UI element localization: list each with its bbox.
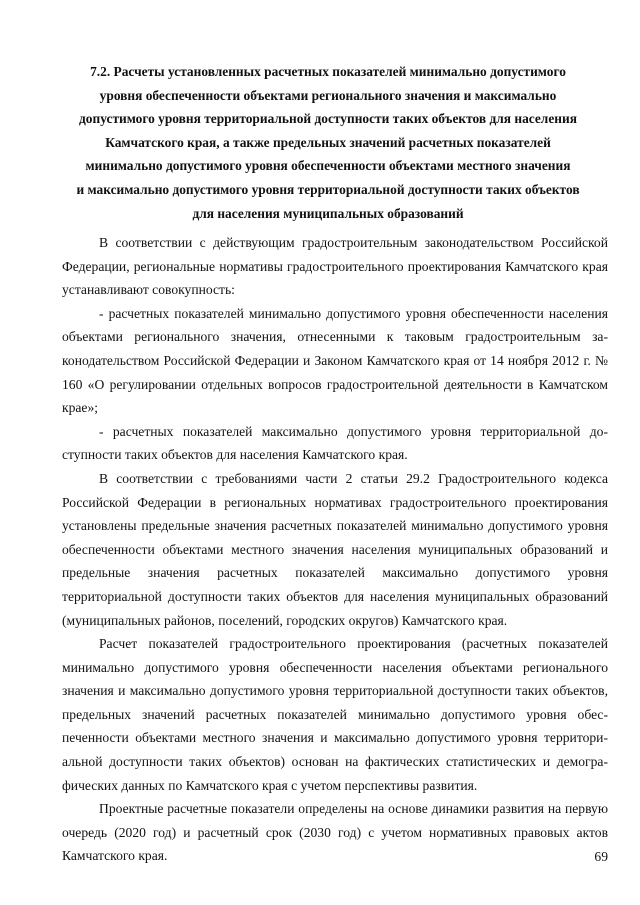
heading-line: 7.2. Расчеты установленных расчетных показателей минимально допустимого: [90, 64, 566, 79]
heading-line: минимально допустимого уровня обеспеченности объектами местного значения: [85, 158, 571, 174]
body-text: [62, 231, 608, 868]
paragraph: - расчетных показателей минимально допустимого уровня обеспеченности населения объектами регионального значения, отнесенными к таковым градостроительным законодательством Российской Федерации и Законом Камчатского края от 14 ноября 2012 г. № 160 «О регулировании отдельных вопросов градостроительной деятельности в Камчатском крае»;: [62, 305, 608, 416]
heading-line: Камчатского края, а также предельных значений расчетных показателей: [105, 134, 551, 150]
paragraph: - расчетных показателей максимально допустимого уровня территориальной доступности таких объектов для населения Камчатского края.: [62, 423, 608, 463]
heading-line: для населения муниципальных образований: [192, 205, 464, 221]
page-number: 69: [594, 849, 608, 864]
paragraph: Расчет показателей градостроительного проектирования (расчетных показателей минимально допустимого уровня обеспеченности населения объектами регионального значения и максимально допустимого уровня территориальной доступности таких объектов, предельных значений расчетных показателей минимально допустимого уровня обеспеченности объектами местного значения и максимально допустимого уровня территориальной доступности таких объектов) основан на фактических статистических и демографических данных по Камчатского края с учетом перспективы развития.: [62, 636, 608, 793]
paragraph: В соответствии с требованиями части 2 статьи 29.2 Градостроительного кодекса Российской Федерации в региональных нормативах градостроительного проектирования установлены предельные значения расчетных показателей минимально допустимого уровня обеспеченности объектами местного значения населения муниципальных образований и предельные значения расчетных показателей максимально допустимого уровня территориальной доступности таких объектов для населения муниципальных образований (муниципальных районов, поселений, городских округов) Камчатского края.: [62, 470, 608, 628]
heading-line: и максимально допустимого уровня территориальной доступности таких объектов: [76, 181, 580, 197]
heading-line: допустимого уровня территориальной доступности таких объектов для населения: [79, 111, 577, 127]
section-heading: [58, 60, 598, 225]
heading-line: уровня обеспеченности объектами регионального значения и максимально: [99, 87, 557, 103]
paragraph: Проектные расчетные показатели определены на основе динамики развития на первую очередь (2020 год) и расчетный срок (2030 год) с учетом нормативных правовых актов Камчатского края.: [62, 801, 608, 864]
paragraph: В соответствии с действующим градостроительным законодательством Российской Федерации, региональные нормативы градостроительного проектирования Камчатского края устанавливают совокупность:: [62, 235, 608, 298]
